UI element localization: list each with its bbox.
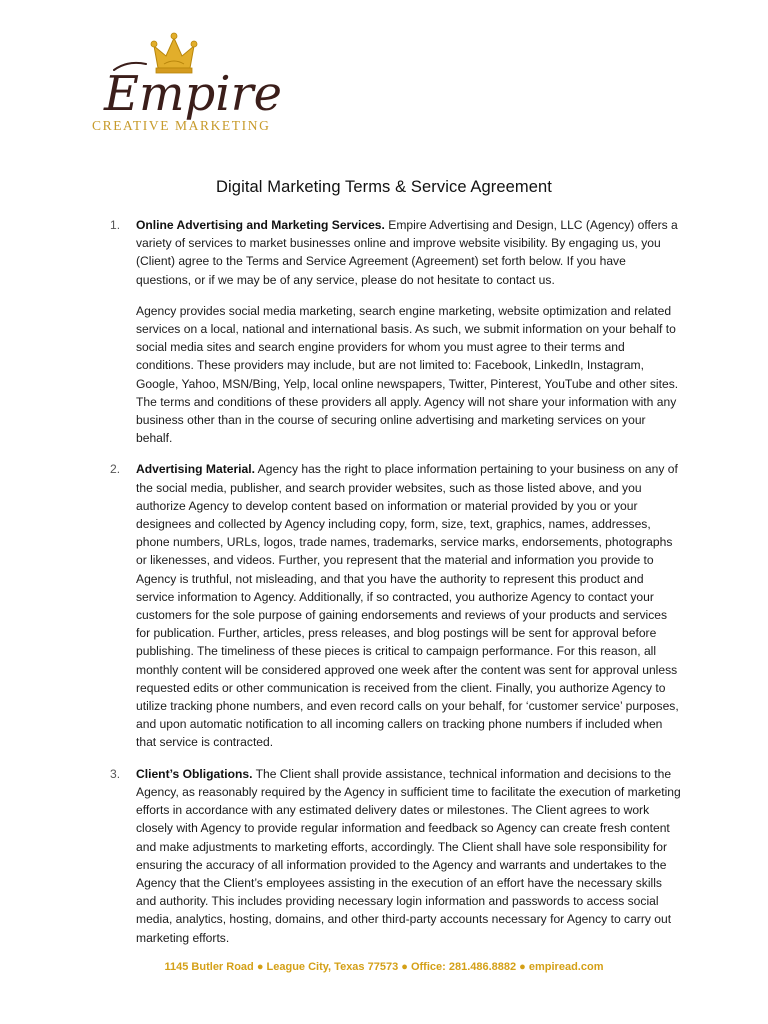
section-advertising-material [110, 460, 682, 751]
section-online-advertising [110, 216, 682, 447]
section-paragraph [136, 765, 682, 947]
section-number: 1. [110, 218, 121, 232]
agreement-sections [110, 216, 682, 960]
document-title: Digital Marketing Terms & Service Agreement [216, 178, 552, 196]
section-body: Agency has the right to place information pertaining to your business on any of the social media, publisher, and search provider websites, such as those listed above, and you authorize Agency to develop content based on information or material provided by you or your designees and collected by Agency including copy, form, size, text, graphics, names, addresses, phone numbers, URLs, logos, trade names, trademarks, service marks, endorsements, photographs or likenesses, and videos. Further, you represent that the material and information you provide to Agency is truthful, not misleading, and that you have the authority to represent this product and service information to Agency. Additionally, if so contracted, you authorize Agency to contact your customers for the sole purpose of gaining endorsements and reviews of your products and services for publication. Further, articles, press releases, and blog postings will be sent for approval before publishing. The timeliness of these pieces is critical to campaign performance. For this reason, all monthly content will be considered approved one week after the content was sent for approval unless requested edits or other communication is received from the client. Finally, you authorize Agency to utilize tracking phone numbers, and even record calls on your behalf, for ‘customer service’ purposes, and upon automatic notification to all incoming callers on tracking phone numbers if included when that service is contracted. [136, 462, 679, 750]
section-client-obligations [110, 765, 682, 947]
section-number: 2. [110, 462, 121, 477]
logo-tagline: CREATIVE MARKETING [92, 118, 271, 133]
empire-logo-graphic [88, 30, 293, 140]
section-heading: Advertising Material. [136, 462, 255, 477]
section-body: Empire Advertising and Design, LLC (Agency) offers a variety of services to market businesses online and improve website visibility. By engaging us, you (Client) agree to the Terms and Service Agreement (Agreement) set forth below. If you have questions, or if we may be of any service, please do not hesitate to contact us. [136, 218, 678, 287]
section-paragraph-2: Agency provides social media marketing, search engine marketing, website optimization and related services on a local, national and international basis. As such, we submit information on your behalf to social media sites and search engine providers for whom you must agree to their terms and conditions. These providers may include, but are not limited to: Facebook, LinkedIn, Instagram, Google, Yahoo, MSN/Bing, Yelp, local online newspapers, Twitter, Pinterest, YouTube and other sites. The terms and conditions of these providers all apply. Agency will not share your information with any business other than in the course of securing online advertising and marketing services on your behalf. [136, 303, 679, 446]
section-paragraph [136, 460, 682, 751]
logo-wordmark: Empire [104, 66, 282, 122]
section-paragraph [136, 216, 682, 289]
empire-logo [88, 30, 293, 140]
footer-contact: 1145 Butler Road ● League City, Texas 77573 ● Office: 281.486.8882 ● empiread.com [164, 961, 604, 973]
section-number: 3. [110, 766, 121, 781]
section-body: The Client shall provide assistance, technical information and decisions to the Agency, as reasonably required by the Agency in sufficient time to facilitate the execution of marketing efforts in accordance with any estimated delivery dates or milestones. The Client agrees to work closely with Agency to provide regular information and feedback so Agency can create fresh content and make adjustments to marketing efforts, accordingly. The Client shall have sole responsibility for ensuring the accuracy of all information provided to the Agency and warrants and undertakes to the Agency that the Client’s employees assisting in the execution of an effort have the necessary skills and authority. This includes providing necessary login information and passwords to access social media, analytics, hosting, domains, and other third-party accounts necessary for Agency to carry out marketing efforts. [136, 766, 681, 945]
section-heading: Client’s Obligations. [136, 766, 253, 781]
section-heading: Online Advertising and Marketing Services. [136, 218, 385, 232]
